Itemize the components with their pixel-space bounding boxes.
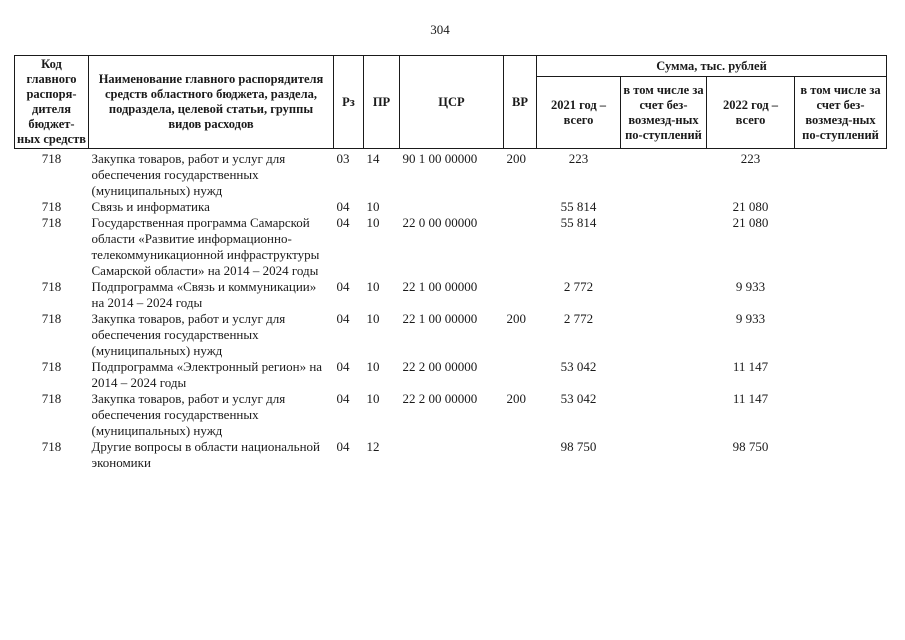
cell-sum-2021: 223 bbox=[568, 151, 589, 166]
header-2021-total: 2021 год – всего bbox=[537, 77, 621, 149]
cell-pr: 10 bbox=[366, 359, 380, 374]
cell-free-2022 bbox=[795, 391, 887, 439]
cell-free-2021 bbox=[621, 149, 707, 200]
cell-vr: 200 bbox=[506, 391, 526, 406]
cell-sum-2022: 21 080 bbox=[732, 215, 769, 230]
cell-sum-2022: 11 147 bbox=[732, 359, 769, 374]
cell-csr: 22 0 00 00000 bbox=[402, 215, 478, 230]
table-row bbox=[15, 311, 887, 359]
cell-pr: 10 bbox=[366, 311, 380, 326]
table-row bbox=[15, 149, 887, 200]
cell-free-2022 bbox=[795, 311, 887, 359]
cell-free-2021 bbox=[621, 391, 707, 439]
cell-pr: 14 bbox=[366, 151, 380, 166]
cell-name: Закупка товаров, работ и услуг для обеспечения государственных (муниципальных) нужд bbox=[91, 151, 286, 198]
cell-pr: 12 bbox=[366, 439, 380, 454]
header-pr: ПР bbox=[364, 56, 400, 149]
cell-sum-2021: 53 042 bbox=[560, 359, 597, 374]
cell-vr bbox=[504, 199, 537, 215]
cell-pr: 10 bbox=[366, 199, 380, 214]
cell-csr: 22 1 00 00000 bbox=[402, 311, 478, 326]
table-row bbox=[15, 199, 887, 215]
cell-sum-2021: 2 772 bbox=[563, 311, 594, 326]
cell-name: Закупка товаров, работ и услуг для обеспечения государственных (муниципальных) нужд bbox=[91, 391, 286, 438]
cell-name: Подпрограмма «Электронный регион» на 2014 – 2024 годы bbox=[91, 359, 323, 390]
cell-free-2022 bbox=[795, 359, 887, 391]
cell-rz: 04 bbox=[336, 391, 350, 406]
cell-code: 718 bbox=[41, 359, 62, 374]
table-row bbox=[15, 359, 887, 391]
cell-rz: 03 bbox=[336, 151, 350, 166]
cell-name: Связь и информатика bbox=[91, 199, 210, 214]
cell-vr bbox=[504, 279, 537, 311]
cell-sum-2021: 98 750 bbox=[560, 439, 597, 454]
cell-csr bbox=[400, 439, 504, 471]
header-2021-free: в том числе за счет без-возмезд-ных по-ступлений bbox=[621, 77, 707, 149]
cell-free-2021 bbox=[621, 439, 707, 471]
cell-code: 718 bbox=[41, 151, 62, 166]
table-body bbox=[15, 149, 887, 472]
cell-rz: 04 bbox=[336, 215, 350, 230]
cell-vr bbox=[504, 359, 537, 391]
cell-code: 718 bbox=[41, 311, 62, 326]
cell-sum-2021: 55 814 bbox=[560, 215, 597, 230]
header-2022-free: в том числе за счет без-возмезд-ных по-ступлений bbox=[795, 77, 887, 149]
header-sum: Сумма, тыс. рублей bbox=[537, 56, 887, 77]
table-row bbox=[15, 391, 887, 439]
page-number: 304 bbox=[430, 22, 450, 37]
cell-sum-2022: 223 bbox=[740, 151, 761, 166]
cell-code: 718 bbox=[41, 279, 62, 294]
header-csr: ЦСР bbox=[400, 56, 504, 149]
cell-name: Подпрограмма «Связь и коммуникации» на 2014 – 2024 годы bbox=[91, 279, 317, 310]
budget-table bbox=[14, 55, 887, 471]
cell-code: 718 bbox=[41, 391, 62, 406]
cell-free-2022 bbox=[795, 199, 887, 215]
cell-name: Другие вопросы в области национальной экономики bbox=[91, 439, 320, 470]
cell-sum-2022: 9 933 bbox=[735, 279, 766, 294]
cell-csr: 22 2 00 00000 bbox=[402, 359, 478, 374]
cell-code: 718 bbox=[41, 215, 62, 230]
cell-sum-2021: 2 772 bbox=[563, 279, 594, 294]
header-code: Код главного распоря-дителя бюджет-ных средств bbox=[15, 56, 89, 149]
cell-vr bbox=[504, 439, 537, 471]
header-name: Наименование главного распорядителя средств областного бюджета, раздела, подраздела, целевой статьи, группы видов расходов bbox=[89, 56, 334, 149]
cell-sum-2022: 98 750 bbox=[732, 439, 769, 454]
cell-free-2022 bbox=[795, 439, 887, 471]
table-row bbox=[15, 439, 887, 471]
cell-pr: 10 bbox=[366, 215, 380, 230]
cell-pr: 10 bbox=[366, 391, 380, 406]
cell-csr: 22 1 00 00000 bbox=[402, 279, 478, 294]
table-header bbox=[15, 56, 887, 149]
cell-code: 718 bbox=[41, 439, 62, 454]
cell-free-2021 bbox=[621, 199, 707, 215]
table-row bbox=[15, 215, 887, 279]
cell-free-2021 bbox=[621, 311, 707, 359]
cell-vr: 200 bbox=[506, 151, 526, 166]
cell-csr: 22 2 00 00000 bbox=[402, 391, 478, 406]
cell-free-2022 bbox=[795, 149, 887, 200]
header-2022-total: 2022 год – всего bbox=[707, 77, 795, 149]
cell-free-2022 bbox=[795, 279, 887, 311]
cell-rz: 04 bbox=[336, 199, 350, 214]
cell-code: 718 bbox=[41, 199, 62, 214]
header-vr: ВР bbox=[504, 56, 537, 149]
cell-sum-2022: 21 080 bbox=[732, 199, 769, 214]
cell-csr: 90 1 00 00000 bbox=[402, 151, 478, 166]
cell-sum-2022: 9 933 bbox=[735, 311, 766, 326]
cell-rz: 04 bbox=[336, 311, 350, 326]
cell-name: Закупка товаров, работ и услуг для обеспечения государственных (муниципальных) нужд bbox=[91, 311, 286, 358]
table-row bbox=[15, 279, 887, 311]
cell-sum-2022: 11 147 bbox=[732, 391, 769, 406]
cell-vr: 200 bbox=[506, 311, 526, 326]
cell-rz: 04 bbox=[336, 279, 350, 294]
cell-rz: 04 bbox=[336, 439, 350, 454]
cell-free-2022 bbox=[795, 215, 887, 279]
cell-free-2021 bbox=[621, 279, 707, 311]
header-rz: Рз bbox=[334, 56, 364, 149]
cell-name: Государственная программа Самарской области «Развитие информационно-телекоммуникационной инфраструктуры Самарской области» на 2014 – 2024 годы bbox=[91, 215, 320, 278]
cell-vr bbox=[504, 215, 537, 279]
cell-pr: 10 bbox=[366, 279, 380, 294]
cell-free-2021 bbox=[621, 359, 707, 391]
cell-csr bbox=[400, 199, 504, 215]
cell-free-2021 bbox=[621, 215, 707, 279]
cell-sum-2021: 55 814 bbox=[560, 199, 597, 214]
cell-rz: 04 bbox=[336, 359, 350, 374]
cell-sum-2021: 53 042 bbox=[560, 391, 597, 406]
